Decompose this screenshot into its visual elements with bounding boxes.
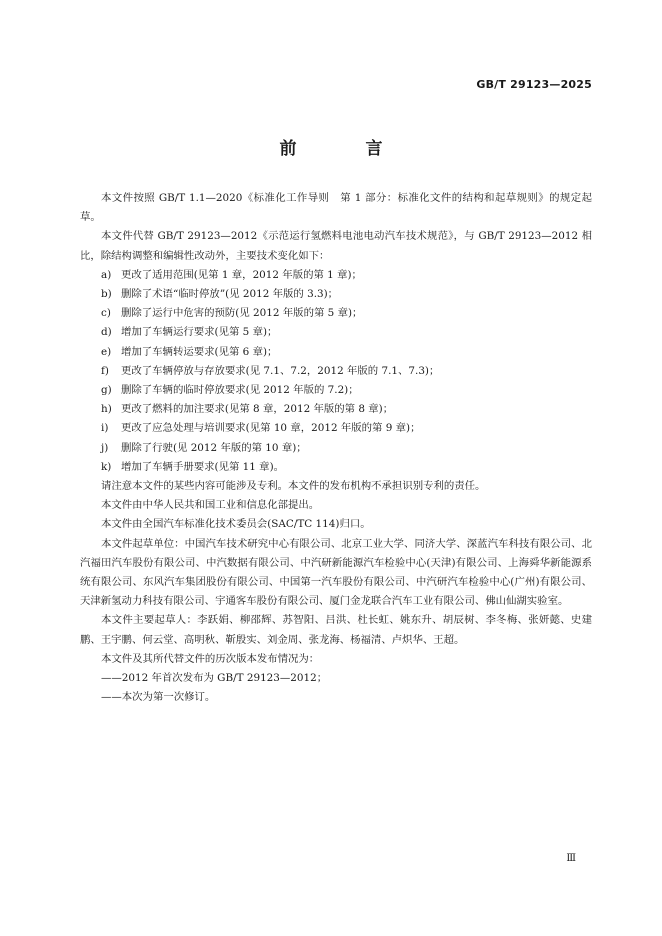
list-item	[80, 266, 592, 285]
list-marker: g)	[101, 384, 112, 397]
paragraph-drafting-units: 本文件起草单位：中国汽车技术研究中心有限公司、北京工业大学、同济大学、深蓝汽车科技有限公司、北汽福田汽车股份有限公司、中汽数据有限公司、中汽研新能源汽车检验中心(天津)有限公司、上海舜华新能源系统有限公司、东风汽车集团股份有限公司、中国第一汽车股份有限公司、中汽研汽车检验中心(广州)有限公司、天津新氢动力科技有限公司、宇通客车股份有限公司、厦门金龙联合汽车工业有限公司、佛山仙湖实验室。	[80, 537, 592, 608]
paragraph-drafters: 本文件主要起草人：李跃娟、柳邵辉、苏智阳、吕洪、杜长虹、姚东升、胡辰树、李冬梅、张妍懿、史建鹏、王宇鹏、何云堂、高明秋、靳殷实、刘金周、张龙海、杨福清、卢炽华、王超。	[80, 614, 592, 646]
paragraph-replaces: 本文件代替 GB/T 29123—2012《示范运行氢燃料电池电动汽车技术规范》，与 GB/T 29123—2012 相比，除结构调整和编辑性改动外，主要技术变化如下：	[80, 230, 592, 262]
list-item	[80, 400, 592, 419]
history-item: ——2012 年首次发布为 GB/T 29123—2012；	[101, 672, 328, 685]
list-item-text: 增加了车辆转运要求(见第 6 章)；	[121, 345, 278, 358]
paragraph-proposer: 本文件由中华人民共和国工业和信息化部提出。	[101, 499, 320, 512]
foreword-body	[80, 189, 592, 707]
history-item: ——本次为第一次修订。	[101, 691, 216, 704]
standard-number: GB/T 29123—2025	[476, 78, 592, 91]
paragraph-drafting-rule: 本文件按照 GB/T 1.1—2020《标准化工作导则 第 1 部分：标准化文件的结构和起草规则》的规定起草。	[80, 192, 592, 224]
list-marker: h)	[101, 403, 112, 416]
list-item-text: 删除了术语“临时停放”(见 2012 年版的 3.3)；	[121, 288, 339, 301]
list-marker: e)	[101, 345, 112, 358]
list-item-text: 更改了燃料的加注要求(见第 8 章，2012 年版的第 8 章)；	[121, 403, 394, 416]
page-title: 前 言	[279, 139, 409, 159]
page-number: Ⅲ	[566, 853, 576, 864]
list-item-text: 删除了车辆的临时停放要求(见 2012 年版的 7.2)；	[121, 384, 359, 397]
list-marker: d)	[101, 326, 112, 339]
list-item-text: 增加了车辆手册要求(见第 11 章)。	[121, 460, 285, 473]
list-marker: j)	[101, 441, 109, 454]
changes-list	[80, 266, 592, 477]
list-item	[80, 323, 592, 342]
list-item	[80, 343, 592, 362]
list-marker: i)	[101, 422, 109, 435]
list-item-text: 更改了应急处理与培训要求(见第 10 章，2012 年版的第 9 章)；	[121, 422, 421, 435]
list-marker: b)	[101, 288, 112, 301]
list-marker: a)	[101, 268, 112, 281]
list-item-text: 增加了车辆运行要求(见第 5 章)；	[121, 326, 278, 339]
list-item	[80, 458, 592, 477]
list-item	[80, 285, 592, 304]
paragraph-patent-notice: 请注意本文件的某些内容可能涉及专利。本文件的发布机构不承担识别专利的责任。	[101, 480, 486, 493]
list-item-text: 更改了车辆停放与存放要求(见 7.1、7.2，2012 年版的 7.1、7.3)；	[121, 364, 440, 377]
paragraph-history: 本文件及其所代替文件的历次版本发布情况为：	[101, 652, 320, 665]
list-marker: c)	[101, 307, 111, 320]
list-item-text: 删除了运行中危害的预防(见 2012 年版的第 5 章)；	[121, 307, 363, 320]
list-marker: f)	[101, 364, 109, 377]
list-item	[80, 439, 592, 458]
list-item	[80, 381, 592, 400]
list-marker: k)	[101, 460, 112, 473]
list-item-text: 更改了适用范围(见第 1 章，2012 年版的第 1 章)；	[121, 268, 362, 281]
list-item	[80, 362, 592, 381]
list-item	[80, 419, 592, 438]
paragraph-committee: 本文件由全国汽车标准化技术委员会(SAC/TC 114)归口。	[101, 518, 371, 531]
list-item	[80, 304, 592, 323]
list-item-text: 删除了行驶(见 2012 年版的第 10 章)；	[121, 441, 307, 454]
